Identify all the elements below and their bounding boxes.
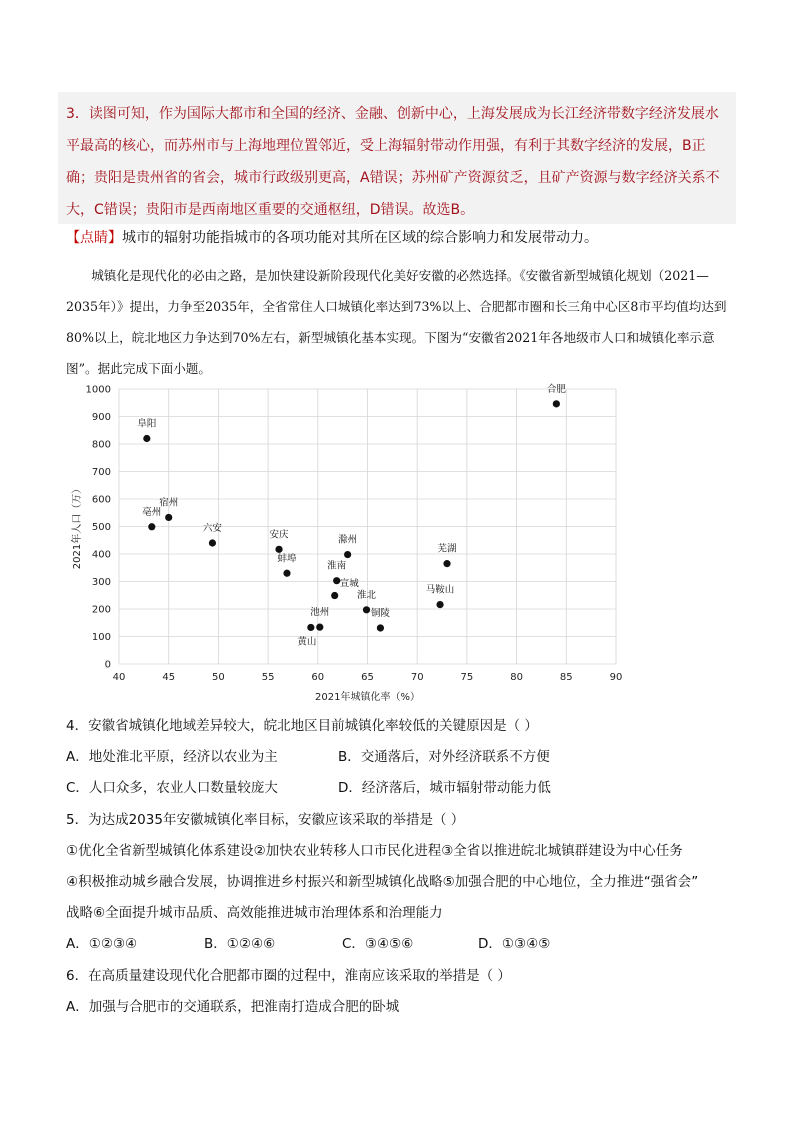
data-point xyxy=(553,400,560,407)
q5-option-c: C．③④⑤⑥ xyxy=(342,936,414,952)
data-label: 淮北 xyxy=(356,589,377,601)
data-point xyxy=(209,539,216,546)
x-tick-label: 45 xyxy=(162,672,176,683)
data-label: 铜陵 xyxy=(370,607,390,619)
x-axis-label: 2021年城镇化率（%） xyxy=(315,692,420,703)
y-tick-label: 1000 xyxy=(85,384,111,396)
y-tick-label: 700 xyxy=(91,467,111,478)
data-label: 阜阳 xyxy=(137,418,157,430)
data-label: 亳州 xyxy=(142,506,162,518)
question-4-options-row1 xyxy=(66,747,756,767)
data-point xyxy=(344,551,351,558)
data-point xyxy=(307,624,314,631)
q5-option-a: A．①②③④ xyxy=(66,936,138,952)
x-tick-label: 50 xyxy=(212,672,225,683)
data-label: 宣城 xyxy=(339,578,359,590)
data-point xyxy=(283,570,290,577)
q4-option-d: D．经济落后，城市辐射带动能力低 xyxy=(338,780,551,796)
q5-option-b: B．①②④⑥ xyxy=(204,936,276,952)
q4-option-c: C．人口众多，农业人口数量较庞大 xyxy=(66,780,278,796)
data-label: 滁州 xyxy=(338,534,358,546)
data-label: 黄山 xyxy=(297,636,317,648)
y-tick-label: 500 xyxy=(91,522,111,533)
data-label: 合肥 xyxy=(546,383,566,395)
data-point xyxy=(331,592,338,599)
question-5-stem: 5．为达成2035年安徽城镇化率目标，安徽应该采取的举措是（ ） xyxy=(66,812,465,828)
data-label: 芜湖 xyxy=(437,543,457,555)
y-tick-label: 800 xyxy=(91,439,111,451)
q4-option-a: A．地处淮北平原，经济以农业为主 xyxy=(66,749,278,765)
y-axis-label: 2021年人口（万） xyxy=(72,483,83,570)
x-tick-label: 75 xyxy=(460,672,474,683)
q5-option-d: D．①③④⑤ xyxy=(478,936,551,952)
intro-paragraph: 城镇化是现代化的必由之路，是加快建设新阶段现代化美好安徽的必然选择。《安徽省新型城镇化规划（2021—2035年）》提出，力争至2035年，全省常住人口城镇化率达到73%以上、合肥都市圈和长三角中心区8市平均值均达到80%以上，皖北地区力争达到70%左右，新型城镇化基本实现。下图为“安徽省2021年各地级市人口和城镇化率示意图”。据此完成下面小题。 xyxy=(66,268,727,376)
y-tick-label: 300 xyxy=(91,577,111,588)
x-tick-label: 70 xyxy=(410,672,424,683)
x-tick-label: 60 xyxy=(311,672,325,683)
question-5-options xyxy=(66,934,756,954)
data-label: 安庆 xyxy=(269,529,289,541)
data-label: 宿州 xyxy=(159,497,179,509)
data-label: 马鞍山 xyxy=(425,584,455,596)
data-point xyxy=(143,435,150,442)
q4-option-b: B．交通落后，对外经济联系不方便 xyxy=(338,749,550,765)
data-label: 池州 xyxy=(310,607,330,619)
x-tick-label: 85 xyxy=(559,672,573,683)
data-point xyxy=(165,514,172,521)
data-point xyxy=(316,624,323,631)
tip-label: 【点睛】 xyxy=(66,230,122,246)
x-tick-label: 80 xyxy=(510,672,523,683)
x-tick-label: 90 xyxy=(609,672,623,683)
answer-explanation: 3．读图可知，作为国际大都市和全国的经济、金融、创新中心，上海发展成为长江经济带数字经济发展水平最高的核心，而苏州市与上海地理位置邻近，受上海辐射带动作用强，有利于其数字经济的发展，B正确；贵阳是贵州省的省会，城市行政级别更高，A错误；苏州矿产资源贫乏，且矿产资源与数字经济关系不大，C错误；贵阳市是西南地区重要的交通枢纽，D错误。故选B。 xyxy=(66,106,720,218)
data-label: 淮南 xyxy=(327,560,347,572)
data-point xyxy=(275,546,282,553)
x-tick-label: 65 xyxy=(361,672,374,683)
data-label: 六安 xyxy=(202,523,222,534)
scatter-chart xyxy=(66,378,636,708)
data-point xyxy=(443,560,450,567)
y-tick-label: 600 xyxy=(91,494,111,506)
question-4-stem: 4．安徽省城镇化地域差异较大，皖北地区目前城镇化率较低的关键原因是（ ） xyxy=(66,718,538,734)
y-tick-label: 400 xyxy=(91,549,111,561)
y-tick-label: 100 xyxy=(91,632,111,643)
question-5-items-3: 战略⑥全面提升城市品质、高效能推进城市治理体系和治理能力 xyxy=(66,905,443,921)
y-tick-label: 900 xyxy=(91,412,111,423)
data-point xyxy=(363,606,370,613)
data-point xyxy=(377,624,384,631)
tip-text: 城市的辐射功能指城市的各项功能对其所在区域的综合影响力和发展带动力。 xyxy=(122,230,598,246)
question-4-options-row2 xyxy=(66,778,756,798)
question-5-items-2: ④积极推动城乡融合发展，协调推进乡村振兴和新型城镇化战略⑤加强合肥的中心地位，全力推进“强省会” xyxy=(66,874,699,890)
x-tick-label: 55 xyxy=(261,672,275,683)
question-5-items-1: ①优化全省新型城镇化体系建设②加快农业转移人口市民化进程③全省以推进皖北城镇群建设为中心任务 xyxy=(66,843,683,859)
y-tick-label: 200 xyxy=(91,604,111,616)
y-tick-label: 0 xyxy=(104,659,111,671)
tip-paragraph xyxy=(66,228,746,248)
data-label: 蚌埠 xyxy=(277,553,297,565)
data-point xyxy=(148,523,155,530)
q6-option-a: A．加强与合肥市的交通联系，把淮南打造成合肥的卧城 xyxy=(66,999,400,1015)
question-6-stem: 6．在高质量建设现代化合肥都市圈的过程中，淮南应该采取的举措是（ ） xyxy=(66,968,511,984)
x-tick-label: 40 xyxy=(112,672,126,683)
data-point xyxy=(436,601,443,608)
